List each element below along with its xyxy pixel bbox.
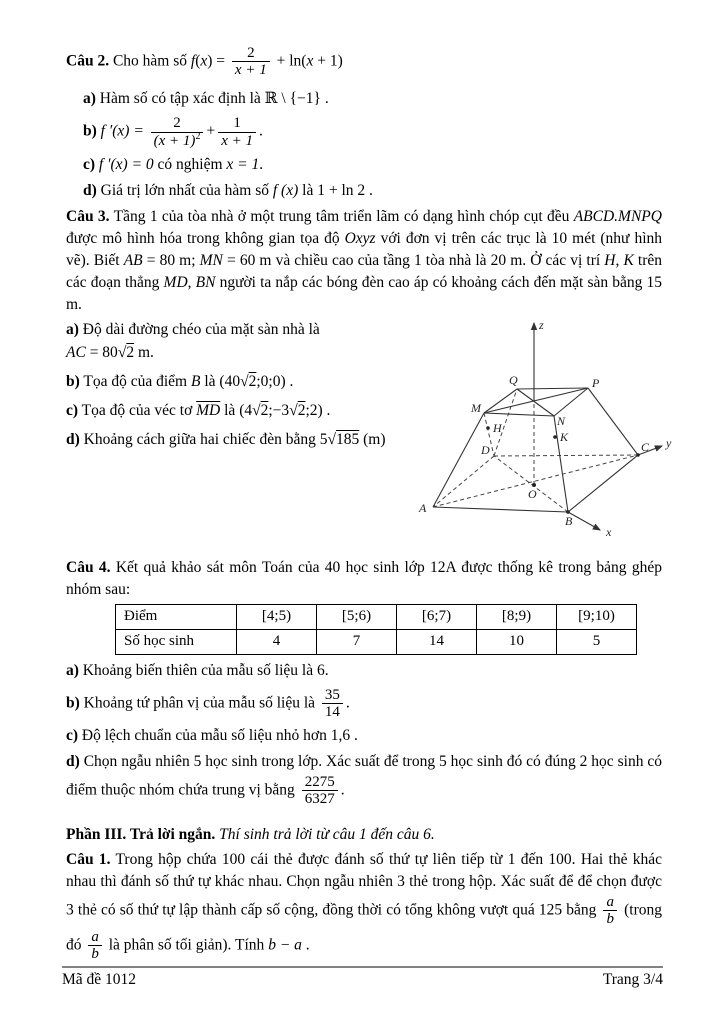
q2-item-c: c) f ′(x) = 0 có nghiệm x = 1.: [83, 155, 264, 173]
q1-statement: Câu 1. Trong hộp chứa 100 cái thẻ được đánh số thứ tự liên tiếp từ 1 đến 100. Hai thẻ khác nhau thì đánh số thứ tự khác nhau. Chọn ngẫu nhiên 3 thẻ trong hộp. Xác suất để để chọn được 3 thẻ có số thứ tự lập thành cấp số cộng, đồng thời có tổng không vượt quá 125 bằng $\frac{a}{b}$ (trong đó $\frac{a}{b}$ là phân số tối giản). Tính b − a .: [66, 850, 662, 963]
label-H: H: [493, 420, 502, 435]
axes: [534, 323, 662, 530]
table-cell: 4: [237, 629, 317, 654]
point-C: [636, 453, 640, 457]
q3-items-and-figure: [66, 317, 672, 557]
table-header-row: [116, 604, 637, 629]
label-M: M: [471, 400, 481, 415]
label-B: B: [565, 513, 573, 528]
label-A: A: [419, 500, 427, 515]
q3-item-d: d) Khoảng cách giữa hai chiếc đèn bằng 5√185 (m): [66, 430, 386, 448]
table-cell: 7: [317, 629, 397, 654]
q2-items: [66, 88, 662, 201]
fraction-b1: $\frac{2}{(x + 1)^2}$: [151, 115, 204, 148]
part3-heading: Phần III. Trả lời ngắn. Thí sinh trả lời từ câu 1 đến câu 6.: [66, 825, 435, 843]
q2-item-b: b) f ′(x) = $\frac{2}{(x + 1)^2}$ + $\frac{1}{x + 1}$ .: [83, 115, 263, 149]
q3-item-a: a) Độ dài đường chéo của mặt sàn nhà là: [66, 320, 320, 338]
q2-item-a: a) Hàm số có tập xác định là ℝ \ {−1} .: [83, 90, 329, 108]
exam-code: Mã đề 1012: [62, 971, 137, 988]
fraction-ab-2: $\frac{a}{b}$: [88, 929, 102, 962]
label-x: x: [606, 524, 612, 539]
table-cell: [5;6): [317, 604, 397, 629]
label-y: y: [666, 435, 672, 450]
table-cell: 10: [477, 629, 557, 654]
figure-labels: [418, 318, 672, 539]
q4-item-c: c) Độ lệch chuẩn của mẫu số liệu nhỏ hơn 1,6 .: [66, 727, 358, 745]
page-footer: [62, 966, 663, 989]
q4-items: [66, 660, 662, 809]
x-axis: [568, 512, 600, 530]
table-cell: [8;9): [477, 604, 557, 629]
q2-heading: Câu 2. Cho hàm số f(x) = $\frac{2}{x + 1}$ + ln(x + 1): [66, 45, 343, 79]
page-number: Trang 3/4: [602, 971, 663, 988]
table-cell: [6;7): [397, 604, 477, 629]
fraction-q4b: $\frac{35}{14}$: [322, 687, 343, 720]
fraction-b2: $\frac{1}{x + 1}$: [218, 115, 256, 148]
label-P: P: [592, 375, 600, 390]
table-cell: [4;5): [237, 604, 317, 629]
label-D: D: [481, 442, 490, 457]
q4-statement: Câu 4. Kết quả khảo sát môn Toán của 40 học sinh lớp 12A được thống kê trong bảng ghép nhóm sau:: [66, 558, 662, 598]
label-O: O: [528, 486, 537, 501]
page-content: [66, 44, 672, 963]
point-K: [553, 435, 557, 439]
q2-item-d: d) Giá trị lớn nhất của hàm số f (x) là 1 + ln 2 .: [83, 181, 373, 199]
label-N: N: [557, 413, 566, 428]
fraction-fx: $\frac{2}{x + 1}$: [232, 45, 270, 78]
q3-item-c: c) Tọa độ của véc tơ $\overline{MD}$ là (4√2;−3√2;2) .: [66, 401, 331, 419]
label-Q: Q: [509, 372, 518, 387]
table-cell: Số học sinh: [116, 629, 237, 654]
table-row: [116, 629, 637, 654]
q3-item-a-formula: AC = 80√2 m.: [66, 343, 154, 361]
table-cell: [9;10): [557, 604, 637, 629]
label-z: z: [539, 317, 544, 332]
q3-statement: Câu 3. Tầng 1 của tòa nhà ở một trung tâm triển lãm có dạng hình chóp cụt đều ABCD.MNPQ được mô hình hóa trong không gian tọa độ Oxyz với đơn vị trên các trục là 10 mét (như hình vẽ). Biết AB = 80 m; MN = 60 m và chiều cao của tầng 1 tòa nhà là 20 m. Ở các vị trí H, K trên các đoạn thẳng MD, BN người ta nắp các bóng đèn cao áp có khoảng cách đến mặt sàn bằng 15 m.: [66, 207, 663, 313]
q4-item-d: d) Chọn ngẫu nhiên 5 học sinh trong lớp. Xác suất để trong 5 học sinh đó có đúng 2 học sinh có điểm thuộc nhóm chứa trung vị bằng $\frac{2275}{6327}$ .: [66, 753, 662, 808]
table-cell: 14: [397, 629, 477, 654]
label-K: K: [560, 429, 569, 444]
q4-item-a: a) Khoảng biến thiên của mẫu số liệu là 6.: [66, 661, 329, 679]
q4-item-b: b) Khoảng tứ phân vị của mẫu số liệu là $\frac{35}{14}$ .: [66, 686, 350, 720]
q3-items: [66, 319, 438, 451]
label-C: C: [641, 439, 650, 454]
q3-item-b: b) Tọa độ của điểm B là (40√2;0;0) .: [66, 372, 294, 390]
table-cell: Điểm: [116, 604, 237, 629]
point-H: [486, 426, 490, 430]
table-cell: 5: [557, 629, 637, 654]
fraction-ab-1: $\frac{a}{b}$: [603, 894, 617, 927]
fraction-q4d: $\frac{2275}{6327}$: [302, 774, 338, 807]
frustum-figure: [416, 315, 676, 555]
score-table: [115, 604, 637, 655]
